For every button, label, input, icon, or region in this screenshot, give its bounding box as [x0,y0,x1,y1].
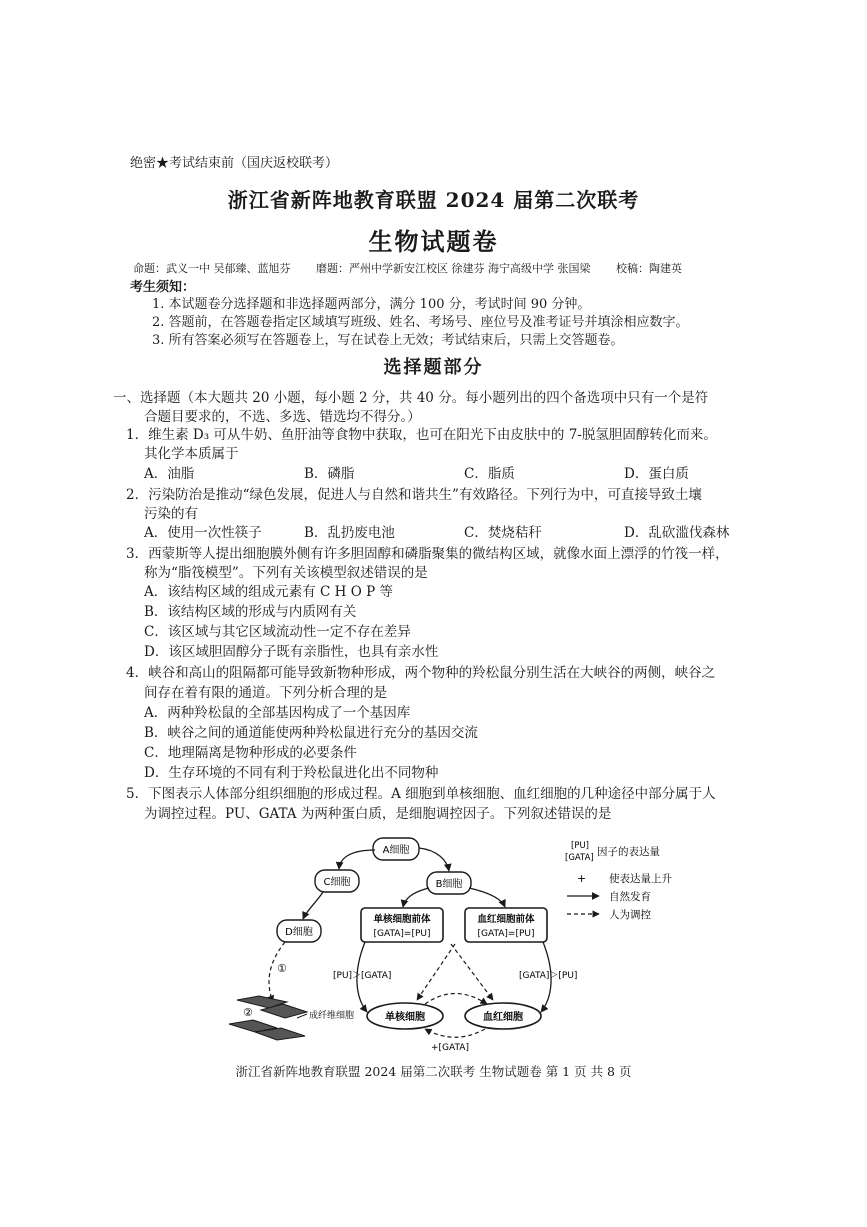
cell-c-label: C细胞 [323,877,351,888]
notice-item: 1. 本试题卷分选择题和非选择题两部分，满分 100 分，考试时间 90 分钟。 [152,297,591,312]
mono-precursor-ratio: [GATA]=[PU] [373,929,431,939]
cell-differentiation-diagram [225,832,685,1052]
question-2-options [144,521,784,541]
step-1-label: ① [277,962,287,975]
section-intro-cont: 合题目要求的，不选、多选、错选均不得分。） [144,409,421,425]
option-c: C．该区域与其它区域流动性一定不存在差异 [144,624,411,640]
option-a: A．使用一次性筷子 [144,525,262,541]
option-d: D．生存环境的不同有利于羚松鼠进化出不同物种 [144,765,439,781]
option-c: C．地理隔离是物种形成的必要条件 [144,745,357,761]
option-d: D．该区域胆固醇分子既有亲脂性，也具有亲水性 [144,644,439,660]
option-a: A．该结构区域的组成元素有 C H O P 等 [144,584,393,600]
option-b: B．乱扔废电池 [304,525,395,541]
option-b: B．峡谷之间的通道能使两种羚松鼠进行充分的基因交流 [144,725,478,741]
section-title: 选择题部分 [383,357,484,378]
section-intro: 一、选择题（本大题共 20 小题，每小题 2 分，共 40 分。每小题列出的四个备选项中只有一个是符 [113,390,709,406]
red-precursor-ratio: [GATA]=[PU] [477,929,535,939]
option-b: B．磷脂 [304,466,355,482]
arrow-a-to-b [419,848,449,871]
arrow-c-to-d [303,892,323,919]
arrow-mono-to-red [425,994,487,1005]
question-4: 4．峡谷和高山的阻隔都可能导致新物种形成，两个物种的羚松鼠分别生活在大峡谷的两侧，峡谷之 [126,665,716,681]
credit-proofreader: 校稿：陶建英 [616,262,682,275]
label-pu-gt-gata: [PU]＞[GATA] [333,971,392,981]
credits-line [133,260,704,276]
subject-title: 生物试题卷 [368,227,499,256]
monocyte-label: 单核细胞 [385,1012,425,1023]
notice-heading: 考生须知： [130,280,196,295]
red-precursor-label: 血红细胞前体 [477,914,535,925]
mono-precursor-label: 单核细胞前体 [373,914,431,925]
cell-d-label: D细胞 [285,927,313,938]
credit-reviewer: 磨题：严州中学新安江校区 徐建芬 海宁高级中学 张国梁 [316,262,591,275]
question-2: 2．污染防治是推动“绿色发展，促进人与自然和谐共生”有效路径。下列行为中，可直接导致土壤 [126,487,702,503]
question-1: 1．维生素 D₃ 可从牛奶、鱼肝油等食物中获取，也可在阳光下由皮肤中的 7-脱氢胆固醇转化而来。 [126,427,717,443]
label-plus-gata: +[GATA] [431,1043,469,1052]
secret-label: 绝密★考试结束前（国庆返校联考） [130,156,339,171]
question-3-cont: 称为“脂筏模型”。下列有关该模型叙述错误的是 [144,565,428,581]
legend-plus: + [577,872,587,885]
question-5: 5．下图表示人体部分组织细胞的形成过程。A 细胞到单核细胞、血红细胞的几种途径中部分属于人 [126,786,716,802]
question-3: 3．西蒙斯等人提出细胞膜外侧有许多胆固醇和磷脂聚集的微结构区域，就像水面上漂浮的竹筏一样， [126,546,729,562]
legend-natural: 自然发育 [609,891,651,903]
question-4-cont: 间存在着有限的通道。下列分析合理的是 [144,685,387,701]
option-c: C．脂质 [464,466,515,482]
legend-gata: [GATA] [565,853,594,863]
cell-b-label: B细胞 [435,879,463,890]
legend-artificial: 人为调控 [609,909,651,921]
arrow-b-to-mono-pre [403,888,429,907]
option-b: B．该结构区域的形成与内质网有关 [144,604,357,620]
arrow-red-to-mono [425,1029,485,1037]
page-footer: 浙江省新阵地教育联盟 2024 届第二次联考 生物试题卷 第 1 页 共 8 页 [235,1064,632,1079]
red-cell-label: 血红细胞 [483,1012,523,1023]
option-d: D．乱砍滥伐森林 [624,525,730,541]
fibroblast-label: 成纤维细胞 [309,1011,355,1021]
question-5-cont: 为调控过程。PU、GATA 为两种蛋白质，是细胞调控因子。下列叙述错误的是 [144,806,612,822]
fibroblast-cells [229,996,307,1040]
legend-plus-text: 使表达量上升 [609,873,672,885]
arrow-b-to-red-pre [469,888,505,907]
legend-expr: 因子的表达量 [597,846,660,858]
option-a: A．两种羚松鼠的全部基因构成了一个基因库 [144,705,411,721]
legend-pu: [PU] [571,841,589,851]
option-c: C．焚烧秸秆 [464,525,542,541]
arrow-mono-pre-to-red [451,944,493,1000]
cell-a-label: A细胞 [382,845,410,856]
arrow-red-pre-to-mono [417,944,455,1000]
exam-title: 浙江省新阵地教育联盟 2024 届第二次联考 [227,188,640,212]
option-a: A．油脂 [144,466,195,482]
question-1-options [144,462,784,482]
step-2-label: ② [243,1006,253,1019]
notice-item: 3. 所有答案必须写在答题卷上，写在试卷上无效；考试结束后，只需上交答题卷。 [152,333,624,348]
notice-item: 2. 答题前，在答题卷指定区域填写班级、姓名、考场号、座位号及准考证号并填涂相应数字。 [152,315,689,330]
label-gata-gt-pu: [GATA]＞[PU] [519,971,578,981]
question-1-cont: 其化学本质属于 [144,446,239,462]
arrow-a-to-c [339,850,375,869]
question-2-cont: 污染的有 [144,506,198,522]
credit-author: 命题：武义一中 吴郁臻、蓝旭芬 [133,262,291,275]
option-d: D．蛋白质 [624,466,689,482]
